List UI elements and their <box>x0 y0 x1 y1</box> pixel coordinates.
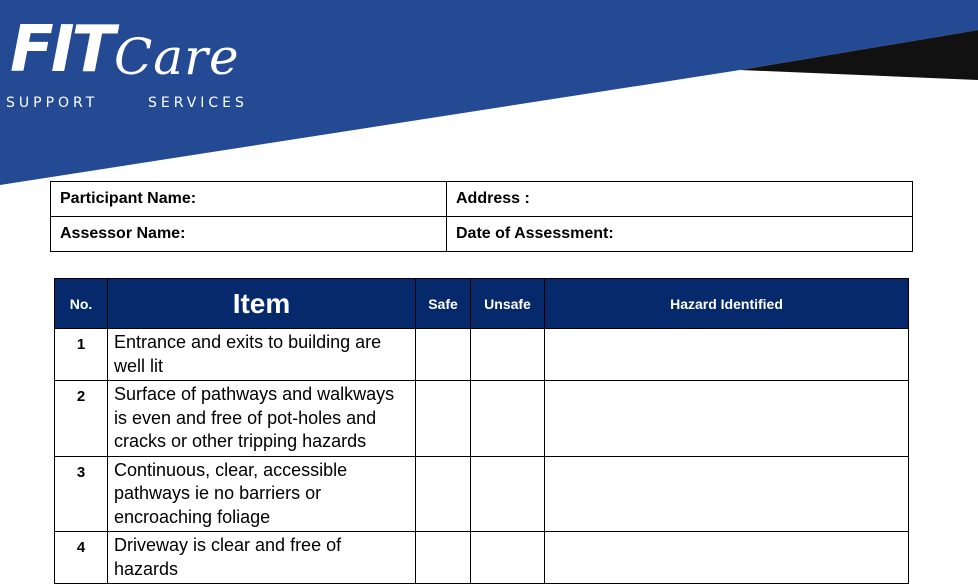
row-item-text: Entrance and exits to building are well lit <box>108 329 416 381</box>
row-item-text: Surface of pathways and walkways is even and free of pot-holes and cracks or other tripping hazards <box>108 381 416 457</box>
assessor-name-field[interactable] <box>51 217 447 252</box>
date-of-assessment-label: Date of Assessment: <box>456 225 614 242</box>
info-row <box>51 217 913 252</box>
column-header-item: Item <box>108 279 416 329</box>
date-of-assessment-field[interactable] <box>447 217 913 252</box>
address-field[interactable] <box>447 182 913 217</box>
logo-care-script: Care <box>114 28 240 86</box>
safety-checklist-table <box>54 278 909 584</box>
safe-cell[interactable] <box>416 381 471 457</box>
table-row <box>55 381 909 457</box>
unsafe-cell[interactable] <box>471 381 545 457</box>
column-header-unsafe: Unsafe <box>471 279 545 329</box>
info-row <box>51 182 913 217</box>
participant-name-label: Participant Name: <box>60 190 197 207</box>
hazard-cell[interactable] <box>545 381 909 457</box>
participant-info-table <box>50 181 913 252</box>
column-header-safe: Safe <box>416 279 471 329</box>
row-number: 3 <box>55 456 108 532</box>
row-item-text: Driveway is clear and free of hazards <box>108 532 416 584</box>
company-logo <box>6 14 256 114</box>
logo-fit-text: FIT <box>10 13 113 87</box>
logo-services-text: SERVICES <box>148 95 248 111</box>
table-row <box>55 456 909 532</box>
logo-support-text: SUPPORT <box>6 95 99 111</box>
table-row <box>55 329 909 381</box>
unsafe-cell[interactable] <box>471 532 545 584</box>
table-row <box>55 532 909 584</box>
safe-cell[interactable] <box>416 329 471 381</box>
participant-name-field[interactable] <box>51 182 447 217</box>
row-number: 4 <box>55 532 108 584</box>
safe-cell[interactable] <box>416 532 471 584</box>
checklist-header-row <box>55 279 909 329</box>
row-number: 1 <box>55 329 108 381</box>
unsafe-cell[interactable] <box>471 456 545 532</box>
column-header-hazard: Hazard Identified <box>545 279 909 329</box>
hazard-cell[interactable] <box>545 329 909 381</box>
row-number: 2 <box>55 381 108 457</box>
unsafe-cell[interactable] <box>471 329 545 381</box>
hazard-cell[interactable] <box>545 532 909 584</box>
assessor-name-label: Assessor Name: <box>60 225 186 242</box>
row-item-text: Continuous, clear, accessible pathways ie no barriers or encroaching foliage <box>108 456 416 532</box>
address-label: Address : <box>456 190 530 207</box>
hazard-cell[interactable] <box>545 456 909 532</box>
safe-cell[interactable] <box>416 456 471 532</box>
column-header-no: No. <box>55 279 108 329</box>
